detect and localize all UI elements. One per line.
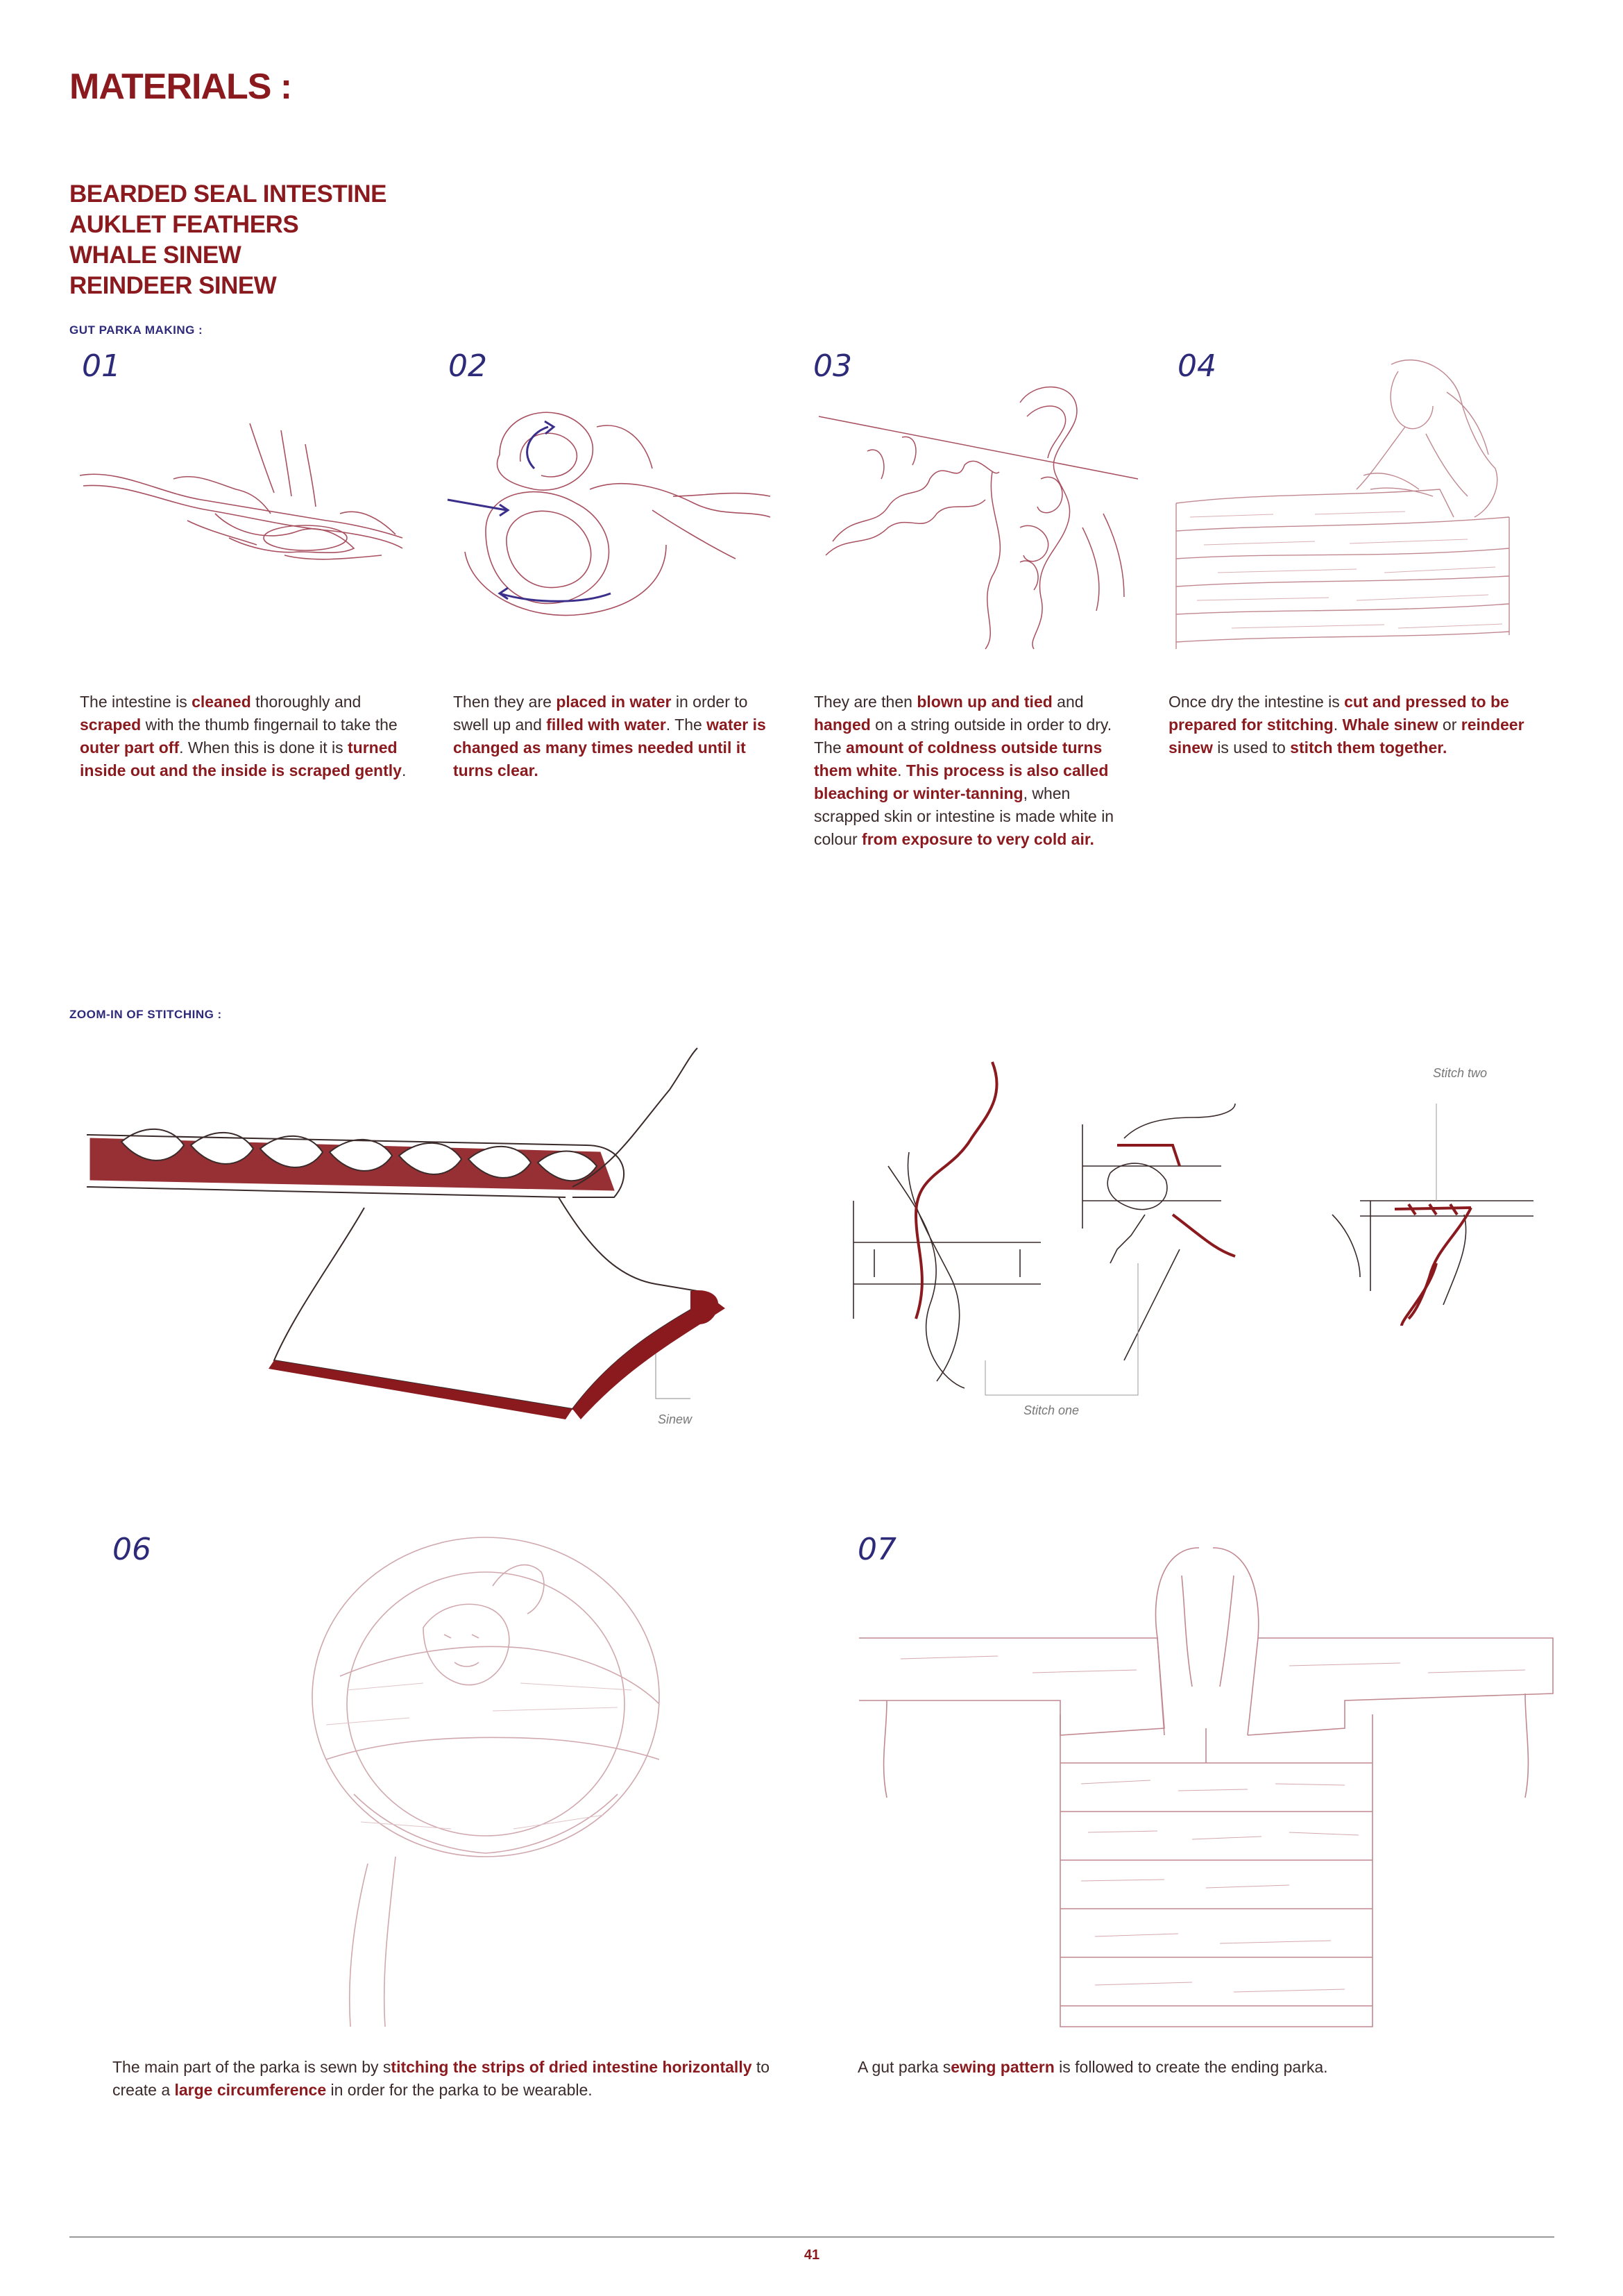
step-number: 06 — [112, 1532, 151, 1567]
step-caption — [858, 2056, 1482, 2079]
caption-text: The intestine is — [80, 693, 192, 711]
step-number: 03 — [813, 348, 852, 384]
material-item: BEARDED SEAL INTESTINE — [69, 180, 387, 208]
caption-text: . When this is done it is — [179, 738, 348, 757]
material-item: AUKLET FEATHERS — [69, 211, 299, 238]
step-number: 02 — [448, 348, 487, 384]
caption-text: The main part of the parka is sewn by s — [112, 2058, 391, 2076]
caption-text: Once dry the intestine is — [1169, 693, 1345, 711]
caption-text: on a string outside in order to dry. The — [814, 716, 1112, 757]
caption-text: Then they are — [453, 693, 556, 711]
footer-divider — [69, 2236, 1554, 2238]
caption-text: is followed to create the ending parka. — [1054, 2058, 1328, 2076]
caption-text: A gut parka s — [858, 2058, 951, 2076]
caption-text: . — [401, 761, 407, 779]
caption-text: , when scrapped skin or intestine is made white in colour — [814, 784, 1114, 848]
illustration-finished-parka — [859, 1534, 1553, 2048]
step-caption — [1169, 691, 1536, 759]
caption-highlight: amount of coldness outside turns them white — [814, 738, 1103, 779]
material-item: REINDEER SINEW — [69, 272, 277, 299]
step-caption — [814, 691, 1133, 851]
caption-highlight: scraped — [80, 716, 142, 734]
caption-highlight: This process is also called bleaching or winter-tanning — [814, 761, 1109, 802]
illustration-stitch-one — [847, 1055, 1235, 1416]
illustration-cutting-intestine — [1176, 351, 1523, 656]
material-item: WHALE SINEW — [69, 242, 241, 269]
caption-text: is used to — [1212, 738, 1291, 757]
step-caption — [453, 691, 772, 782]
caption-highlight: Whale sinew — [1342, 716, 1438, 734]
caption-text: in order for the parka to be wearable. — [326, 2081, 593, 2099]
stitch-two-label: Stitch two — [1433, 1066, 1488, 1080]
caption-highlight: cut and pressed to be prepared for stitching — [1169, 693, 1509, 734]
caption-text: thoroughly and — [250, 693, 362, 711]
illustration-intestines-drying — [812, 375, 1145, 652]
caption-text: They are then — [814, 693, 917, 711]
step-number: 01 — [82, 348, 121, 384]
caption-highlight: titching the strips of dried intestine horizontally — [391, 2058, 752, 2076]
illustration-stitch-two — [1332, 1097, 1540, 1360]
caption-highlight: large circumference — [174, 2081, 327, 2099]
caption-highlight: from exposure to very cold air. — [862, 830, 1094, 848]
caption-highlight: placed in water — [556, 693, 672, 711]
caption-text: . — [1333, 716, 1343, 734]
step-number: 07 — [858, 1532, 897, 1567]
stitch-one-label: Stitch one — [1023, 1403, 1080, 1417]
caption-highlight: hanged — [814, 716, 871, 734]
caption-highlight: turned inside out and the inside is scraped gently — [80, 738, 402, 779]
step-number: 04 — [1178, 348, 1216, 384]
page-title: MATERIALS : — [69, 67, 292, 107]
step-caption — [80, 691, 413, 782]
caption-text: with the thumb fingernail to take the — [141, 716, 398, 734]
caption-text: or — [1438, 716, 1461, 734]
caption-text: . The — [665, 716, 707, 734]
illustration-cleaning-intestine — [76, 416, 409, 597]
caption-highlight: cleaned — [192, 693, 251, 711]
illustration-stitching-seam — [87, 1048, 794, 1437]
caption-text: and — [1052, 693, 1084, 711]
page-number: 41 — [804, 2247, 820, 2263]
caption-text: in order to swell up and — [453, 693, 748, 734]
gut-parka-section-label: GUT PARKA MAKING : — [69, 323, 203, 337]
caption-highlight: filled with water — [546, 716, 666, 734]
caption-text: . — [897, 761, 906, 779]
caption-highlight: outer part off — [80, 738, 180, 757]
caption-text: to create a — [112, 2058, 770, 2099]
caption-highlight: reindeer sinew — [1169, 716, 1524, 757]
caption-highlight: water is changed as many times needed until it turns clear. — [453, 716, 766, 779]
step-caption — [112, 2056, 792, 2102]
caption-highlight: ewing pattern — [951, 2058, 1055, 2076]
materials-list — [69, 179, 386, 301]
sinew-label: Sinew — [658, 1412, 692, 1426]
caption-highlight: blown up and tied — [917, 693, 1053, 711]
caption-highlight: stitch them together. — [1290, 738, 1447, 757]
zoom-section-label: ZOOM-IN OF STITCHING : — [69, 1008, 222, 1021]
illustration-intestine-in-water — [444, 385, 777, 621]
illustration-parka-hood — [284, 1530, 687, 2030]
